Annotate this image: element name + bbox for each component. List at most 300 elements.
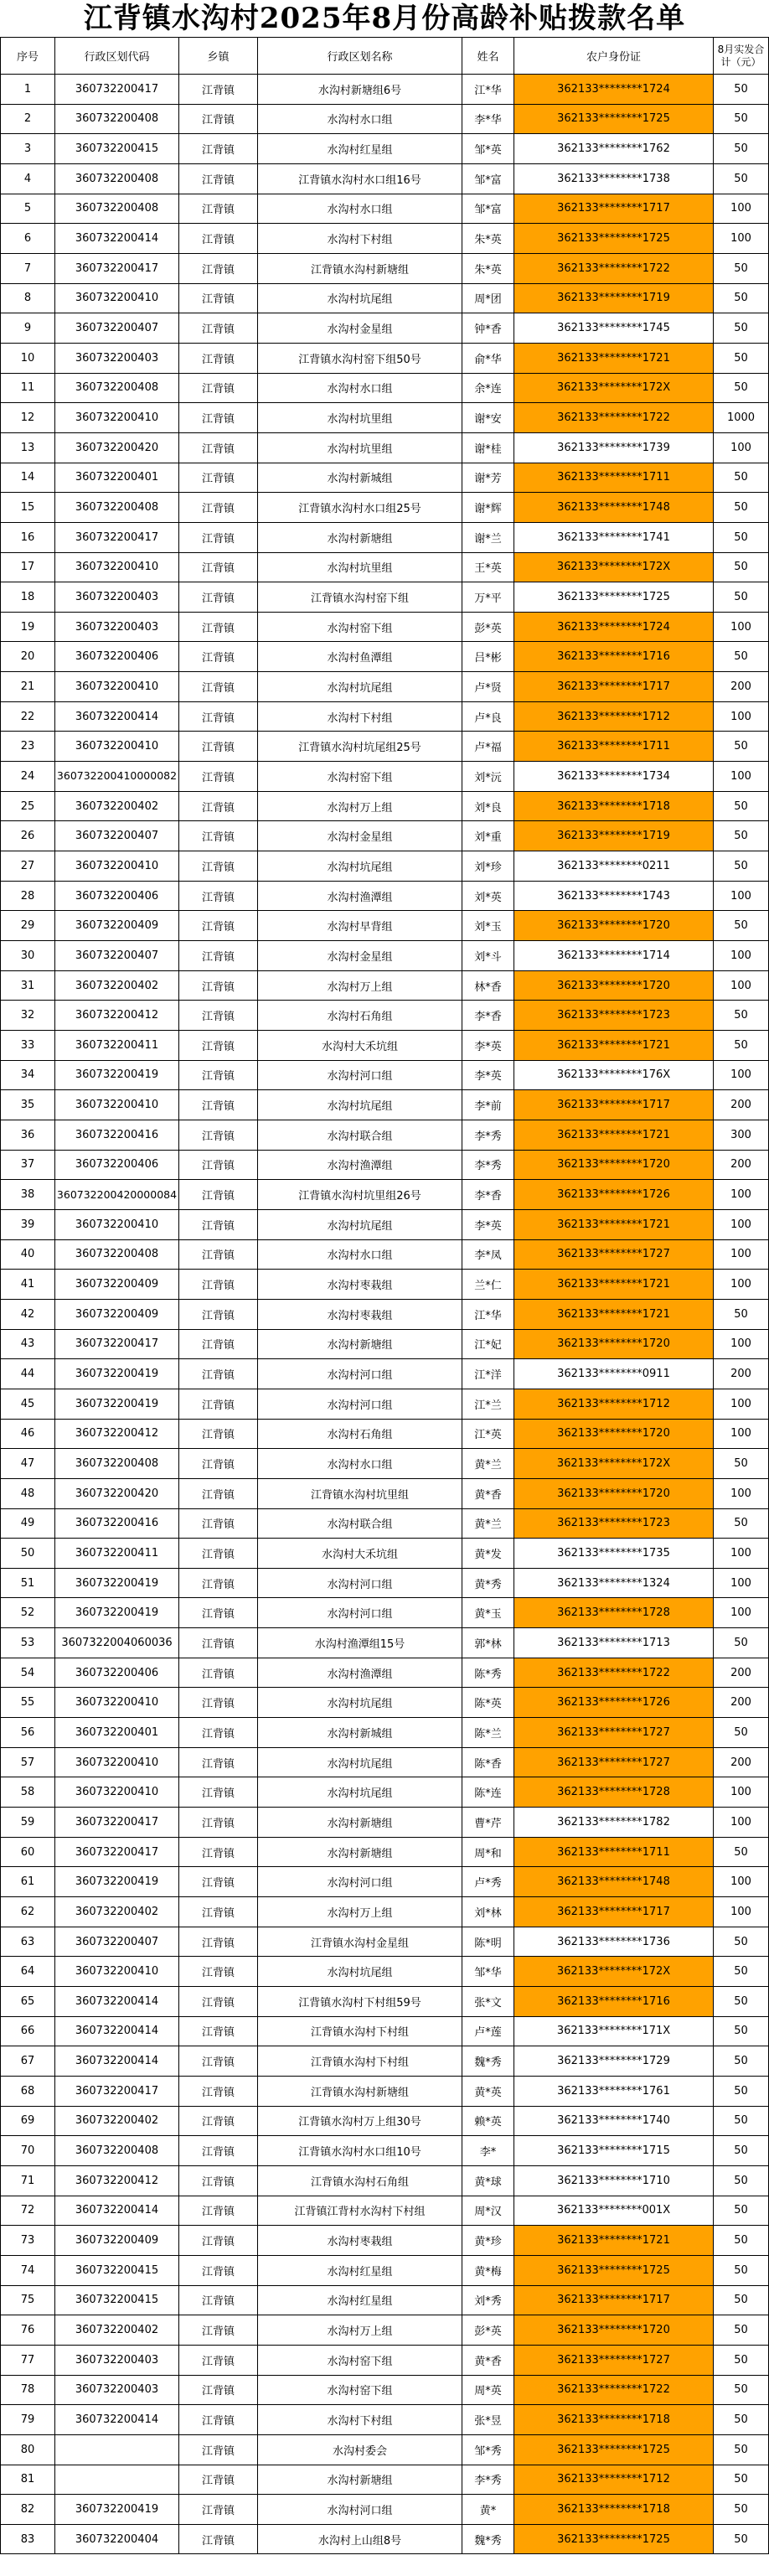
- cell-town: 江背镇: [179, 1359, 258, 1389]
- cell-town: 江背镇: [179, 253, 258, 283]
- cell-id: 362133********1718: [514, 791, 714, 821]
- cell-id: 362133********1710: [514, 2165, 714, 2196]
- table-row: [1, 1299, 769, 1329]
- cell-id: 362133********0211: [514, 851, 714, 882]
- cell-id: 362133********1712: [514, 2465, 714, 2495]
- table-row: [1, 2434, 769, 2465]
- cell-area: 江背镇水沟村金星组: [258, 1927, 462, 1957]
- cell-area: 水沟村渔潭组: [258, 1150, 462, 1180]
- table-row: [1, 2375, 769, 2405]
- cell-area: 水沟村河口组: [258, 1598, 462, 1628]
- cell-name: 黄*香: [462, 2345, 514, 2375]
- cell-amount: 50: [714, 343, 769, 373]
- cell-code: 360732200406: [55, 1658, 179, 1688]
- cell-name: 周*团: [462, 283, 514, 313]
- table-row: [1, 75, 769, 105]
- table-row: [1, 1090, 769, 1120]
- cell-seq: 5: [1, 194, 55, 224]
- cell-amount: 100: [714, 1808, 769, 1838]
- cell-area: 水沟村下村组: [258, 224, 462, 254]
- cell-code: 360732200416: [55, 1120, 179, 1150]
- cell-town: 江背镇: [179, 2524, 258, 2554]
- cell-code: 360732200410: [55, 283, 179, 313]
- cell-amount: 50: [714, 911, 769, 941]
- table-row: [1, 1180, 769, 1210]
- cell-code: 360732200417: [55, 2076, 179, 2106]
- cell-area: 水沟村枣栽组: [258, 1299, 462, 1329]
- table-row: [1, 1508, 769, 1539]
- cell-amount: 50: [714, 2136, 769, 2166]
- cell-seq: 27: [1, 851, 55, 882]
- cell-code: 360732200410000082: [55, 762, 179, 792]
- table-row: [1, 1060, 769, 1090]
- cell-amount: 50: [714, 283, 769, 313]
- cell-id: 362133********1721: [514, 343, 714, 373]
- cell-amount: 50: [714, 1508, 769, 1539]
- cell-amount: 50: [714, 552, 769, 582]
- cell-amount: 200: [714, 1090, 769, 1120]
- table-row: [1, 104, 769, 134]
- cell-code: 360732200419: [55, 2495, 179, 2525]
- cell-name: 陈*英: [462, 1688, 514, 1718]
- cell-code: 360732200417: [55, 1808, 179, 1838]
- cell-amount: 50: [714, 642, 769, 672]
- cell-town: 江背镇: [179, 1598, 258, 1628]
- cell-id: 362133********176X: [514, 1060, 714, 1090]
- header-amount: 8月实发合计（元）: [714, 38, 769, 75]
- cell-code: 360732200402: [55, 970, 179, 1001]
- cell-amount: 200: [714, 672, 769, 702]
- cell-amount: 50: [714, 75, 769, 105]
- cell-seq: 26: [1, 821, 55, 851]
- cell-town: 江背镇: [179, 762, 258, 792]
- table-row: [1, 732, 769, 762]
- cell-code: 360732200415: [55, 134, 179, 164]
- cell-area: 水沟村金星组: [258, 941, 462, 971]
- cell-name: 谢*安: [462, 403, 514, 433]
- cell-seq: 71: [1, 2165, 55, 2196]
- cell-area: 水沟村大禾坑组: [258, 1539, 462, 1569]
- table-row: [1, 1120, 769, 1150]
- cell-area: 水沟村水口组: [258, 104, 462, 134]
- cell-name: 吕*彬: [462, 642, 514, 672]
- cell-area: 江背镇水沟村下村组: [258, 2016, 462, 2046]
- table-row: [1, 493, 769, 523]
- cell-seq: 35: [1, 1090, 55, 1120]
- cell-amount: 100: [714, 1777, 769, 1808]
- cell-name: 刘*良: [462, 791, 514, 821]
- cell-code: 360732200410: [55, 1209, 179, 1239]
- cell-name: 林*香: [462, 970, 514, 1001]
- cell-code: 360732200402: [55, 791, 179, 821]
- cell-name: 谢*兰: [462, 522, 514, 552]
- cell-town: 江背镇: [179, 1658, 258, 1688]
- cell-name: 江*妃: [462, 1329, 514, 1359]
- table-row: [1, 1718, 769, 1748]
- cell-area: 水沟村水口组: [258, 1449, 462, 1479]
- cell-amount: 100: [714, 1239, 769, 1270]
- cell-area: 水沟村窑下组: [258, 2345, 462, 2375]
- cell-town: 江背镇: [179, 2165, 258, 2196]
- table-row: [1, 2315, 769, 2346]
- cell-seq: 43: [1, 1329, 55, 1359]
- cell-id: 362133********1717: [514, 194, 714, 224]
- cell-name: 陈*明: [462, 1927, 514, 1957]
- cell-amount: 50: [714, 134, 769, 164]
- table-row: [1, 2046, 769, 2077]
- table-row: [1, 1658, 769, 1688]
- cell-name: 李*秀: [462, 2465, 514, 2495]
- table-row: [1, 283, 769, 313]
- table-row: [1, 2196, 769, 2226]
- cell-id: 362133********171X: [514, 2016, 714, 2046]
- cell-code: 360732200414: [55, 2046, 179, 2077]
- cell-name: 谢*桂: [462, 432, 514, 463]
- cell-code: 360732200419: [55, 1568, 179, 1598]
- cell-seq: 82: [1, 2495, 55, 2525]
- cell-town: 江背镇: [179, 2136, 258, 2166]
- cell-seq: 12: [1, 403, 55, 433]
- cell-name: 江*华: [462, 75, 514, 105]
- cell-area: 水沟村新塘组: [258, 1808, 462, 1838]
- cell-code: 360732200408: [55, 373, 179, 403]
- cell-code: 360732200410: [55, 1777, 179, 1808]
- cell-id: 362133********172X: [514, 552, 714, 582]
- table-row: [1, 2465, 769, 2495]
- cell-name: 陈*兰: [462, 1718, 514, 1748]
- cell-name: 魏*秀: [462, 2046, 514, 2077]
- cell-seq: 38: [1, 1180, 55, 1210]
- cell-amount: 100: [714, 701, 769, 732]
- cell-town: 江背镇: [179, 403, 258, 433]
- cell-area: 水沟村新塘组: [258, 2465, 462, 2495]
- cell-code: 360732200411: [55, 1539, 179, 1569]
- cell-amount: 100: [714, 1897, 769, 1927]
- cell-code: 360732200419: [55, 1359, 179, 1389]
- table-row: [1, 1270, 769, 1300]
- cell-code: 360732200420000084: [55, 1180, 179, 1210]
- cell-town: 江背镇: [179, 2434, 258, 2465]
- cell-town: 江背镇: [179, 1478, 258, 1508]
- cell-town: 江背镇: [179, 1508, 258, 1539]
- cell-area: 水沟村金星组: [258, 821, 462, 851]
- cell-name: 陈*秀: [462, 1658, 514, 1688]
- cell-id: 362133********1725: [514, 104, 714, 134]
- cell-area: 江背镇水沟村新塘组: [258, 253, 462, 283]
- cell-town: 江背镇: [179, 1777, 258, 1808]
- cell-name: 邹*富: [462, 194, 514, 224]
- cell-town: 江背镇: [179, 2315, 258, 2346]
- cell-id: 362133********1712: [514, 701, 714, 732]
- cell-area: 水沟村河口组: [258, 1568, 462, 1598]
- cell-id: 362133********1721: [514, 1299, 714, 1329]
- cell-name: 李*华: [462, 104, 514, 134]
- cell-area: 水沟村早背组: [258, 911, 462, 941]
- cell-area: 水沟村万上组: [258, 1897, 462, 1927]
- cell-name: 李*英: [462, 1060, 514, 1090]
- cell-town: 江背镇: [179, 1927, 258, 1957]
- cell-town: 江背镇: [179, 1060, 258, 1090]
- cell-name: 曹*芹: [462, 1808, 514, 1838]
- cell-code: 360732200409: [55, 2226, 179, 2256]
- cell-amount: 50: [714, 163, 769, 194]
- cell-seq: 78: [1, 2375, 55, 2405]
- cell-code: 360732200408: [55, 2136, 179, 2166]
- cell-area: 水沟村红星组: [258, 2285, 462, 2315]
- cell-id: 362133********1721: [514, 1120, 714, 1150]
- cell-amount: 50: [714, 493, 769, 523]
- cell-area: 水沟村水口组: [258, 1239, 462, 1270]
- cell-town: 江背镇: [179, 582, 258, 613]
- cell-id: 362133********1721: [514, 1209, 714, 1239]
- cell-town: 江背镇: [179, 1239, 258, 1270]
- cell-area: 江背镇江背村水沟村下村组: [258, 2196, 462, 2226]
- table-row: [1, 1239, 769, 1270]
- cell-code: 360732200407: [55, 1927, 179, 1957]
- cell-code: 360732200415: [55, 2285, 179, 2315]
- cell-amount: 100: [714, 1867, 769, 1897]
- cell-amount: 50: [714, 582, 769, 613]
- cell-town: 江背镇: [179, 1419, 258, 1449]
- cell-id: 362133********1727: [514, 1747, 714, 1777]
- cell-code: 360732200419: [55, 1060, 179, 1090]
- header-town: 乡镇: [179, 38, 258, 75]
- cell-area: 水沟村新塘组: [258, 1837, 462, 1867]
- cell-town: 江背镇: [179, 701, 258, 732]
- cell-town: 江背镇: [179, 2046, 258, 2077]
- cell-code: 360732200410: [55, 403, 179, 433]
- cell-area: 水沟村红星组: [258, 2255, 462, 2285]
- table-row: [1, 2226, 769, 2256]
- cell-name: 黄*发: [462, 1539, 514, 1569]
- cell-seq: 9: [1, 313, 55, 344]
- cell-town: 江背镇: [179, 1209, 258, 1239]
- cell-amount: 50: [714, 1299, 769, 1329]
- cell-code: 360732200410: [55, 552, 179, 582]
- cell-id: 362133********1727: [514, 1239, 714, 1270]
- cell-amount: 200: [714, 1150, 769, 1180]
- cell-seq: 73: [1, 2226, 55, 2256]
- cell-name: 刘*重: [462, 821, 514, 851]
- cell-town: 江背镇: [179, 821, 258, 851]
- cell-name: 张*文: [462, 1987, 514, 2017]
- cell-amount: 50: [714, 851, 769, 882]
- cell-area: 水沟村窑下组: [258, 2375, 462, 2405]
- cell-seq: 40: [1, 1239, 55, 1270]
- cell-seq: 65: [1, 1987, 55, 2017]
- cell-seq: 62: [1, 1897, 55, 1927]
- cell-id: 362133********1725: [514, 582, 714, 613]
- cell-id: 362133********1727: [514, 1718, 714, 1748]
- cell-name: 李*香: [462, 1180, 514, 1210]
- cell-code: 360732200419: [55, 1598, 179, 1628]
- cell-seq: 20: [1, 642, 55, 672]
- cell-id: 362133********1743: [514, 881, 714, 911]
- table-row: [1, 612, 769, 642]
- cell-town: 江背镇: [179, 1688, 258, 1718]
- cell-town: 江背镇: [179, 1449, 258, 1479]
- cell-id: 362133********1719: [514, 283, 714, 313]
- table-row: [1, 194, 769, 224]
- cell-name: 朱*英: [462, 224, 514, 254]
- cell-seq: 24: [1, 762, 55, 792]
- cell-area: 水沟村联合组: [258, 1120, 462, 1150]
- table-row: [1, 582, 769, 613]
- table-row: [1, 1867, 769, 1897]
- cell-town: 江背镇: [179, 2345, 258, 2375]
- cell-seq: 10: [1, 343, 55, 373]
- cell-area: 水沟村枣栽组: [258, 1270, 462, 1300]
- cell-amount: 50: [714, 2196, 769, 2226]
- cell-code: 360732200410: [55, 1957, 179, 1987]
- cell-code: 360732200420: [55, 432, 179, 463]
- cell-name: 江*英: [462, 1419, 514, 1449]
- cell-seq: 7: [1, 253, 55, 283]
- cell-id: 362133********1725: [514, 2434, 714, 2465]
- cell-seq: 34: [1, 1060, 55, 1090]
- cell-seq: 21: [1, 672, 55, 702]
- cell-town: 江背镇: [179, 2255, 258, 2285]
- cell-code: 360732200409: [55, 1299, 179, 1329]
- table-row: [1, 224, 769, 254]
- cell-amount: 300: [714, 1120, 769, 1150]
- cell-code: 360732200414: [55, 1987, 179, 2017]
- cell-amount: 50: [714, 2434, 769, 2465]
- cell-name: 兰*仁: [462, 1270, 514, 1300]
- cell-area: 江背镇水沟村新塘组: [258, 2076, 462, 2106]
- cell-name: 钟*香: [462, 313, 514, 344]
- header-area: 行政区划名称: [258, 38, 462, 75]
- cell-town: 江背镇: [179, 104, 258, 134]
- cell-id: 362133********1717: [514, 672, 714, 702]
- cell-seq: 60: [1, 1837, 55, 1867]
- cell-name: 朱*英: [462, 253, 514, 283]
- cell-seq: 46: [1, 1419, 55, 1449]
- cell-seq: 15: [1, 493, 55, 523]
- cell-name: 陈*连: [462, 1777, 514, 1808]
- cell-seq: 58: [1, 1777, 55, 1808]
- cell-name: 黄*香: [462, 1478, 514, 1508]
- cell-town: 江背镇: [179, 1539, 258, 1569]
- cell-seq: 64: [1, 1957, 55, 1987]
- cell-town: 江背镇: [179, 1808, 258, 1838]
- cell-area: 水沟村新塘组6号: [258, 75, 462, 105]
- cell-code: 360732200414: [55, 701, 179, 732]
- cell-amount: 50: [714, 1987, 769, 2017]
- cell-code: 360732200420: [55, 1478, 179, 1508]
- cell-amount: 100: [714, 1478, 769, 1508]
- table-row: [1, 552, 769, 582]
- table-row: [1, 851, 769, 882]
- cell-code: 360732200412: [55, 1001, 179, 1031]
- cell-id: 362133********1724: [514, 75, 714, 105]
- cell-seq: 44: [1, 1359, 55, 1389]
- cell-area: 水沟村坑里组: [258, 403, 462, 433]
- cell-area: 水沟村上山组8号: [258, 2524, 462, 2554]
- cell-town: 江背镇: [179, 552, 258, 582]
- cell-seq: 31: [1, 970, 55, 1001]
- cell-name: 卢*良: [462, 701, 514, 732]
- cell-name: 卢*秀: [462, 1867, 514, 1897]
- cell-amount: 50: [714, 2226, 769, 2256]
- cell-code: 360732200416: [55, 1508, 179, 1539]
- cell-code: 360732200403: [55, 582, 179, 613]
- cell-id: 362133********1741: [514, 522, 714, 552]
- cell-area: 水沟村大禾坑组: [258, 1031, 462, 1061]
- table-row: [1, 1001, 769, 1031]
- cell-town: 江背镇: [179, 911, 258, 941]
- cell-seq: 68: [1, 2076, 55, 2106]
- cell-amount: 100: [714, 881, 769, 911]
- cell-town: 江背镇: [179, 1897, 258, 1927]
- table-row: [1, 1329, 769, 1359]
- cell-amount: 50: [714, 1031, 769, 1061]
- table-row: [1, 1987, 769, 2017]
- cell-name: 余*连: [462, 373, 514, 403]
- table-row: [1, 2076, 769, 2106]
- cell-amount: 50: [714, 2405, 769, 2435]
- cell-code: 360732200411: [55, 1031, 179, 1061]
- cell-town: 江背镇: [179, 2076, 258, 2106]
- cell-amount: 50: [714, 2345, 769, 2375]
- cell-id: 362133********1745: [514, 313, 714, 344]
- table-row: [1, 1419, 769, 1449]
- table-row: [1, 941, 769, 971]
- cell-town: 江背镇: [179, 732, 258, 762]
- cell-name: 刘*英: [462, 881, 514, 911]
- cell-id: 362133********1739: [514, 432, 714, 463]
- cell-area: 水沟村万上组: [258, 791, 462, 821]
- cell-code: 360732200410: [55, 1090, 179, 1120]
- cell-seq: 32: [1, 1001, 55, 1031]
- cell-name: 黄*珍: [462, 2226, 514, 2256]
- cell-id: 362133********001X: [514, 2196, 714, 2226]
- cell-id: 362133********1713: [514, 1628, 714, 1658]
- cell-town: 江背镇: [179, 224, 258, 254]
- cell-id: 362133********1720: [514, 1150, 714, 1180]
- cell-seq: 61: [1, 1867, 55, 1897]
- cell-town: 江背镇: [179, 970, 258, 1001]
- header-seq: 序号: [1, 38, 55, 75]
- cell-code: 360732200412: [55, 2165, 179, 2196]
- cell-name: 刘*沅: [462, 762, 514, 792]
- cell-id: 362133********1723: [514, 1508, 714, 1539]
- cell-code: 360732200408: [55, 194, 179, 224]
- cell-town: 江背镇: [179, 194, 258, 224]
- cell-name: 李*秀: [462, 1150, 514, 1180]
- cell-id: 362133********1711: [514, 463, 714, 493]
- table-row: [1, 1389, 769, 1419]
- cell-seq: 53: [1, 1628, 55, 1658]
- cell-id: 362133********1734: [514, 762, 714, 792]
- cell-area: 水沟村坑尾组: [258, 1957, 462, 1987]
- cell-town: 江背镇: [179, 75, 258, 105]
- cell-name: 邹*富: [462, 163, 514, 194]
- cell-name: 黄*: [462, 2495, 514, 2525]
- cell-code: 360732200407: [55, 313, 179, 344]
- cell-town: 江背镇: [179, 1001, 258, 1031]
- cell-area: 水沟村金星组: [258, 313, 462, 344]
- cell-id: 362133********1721: [514, 1270, 714, 1300]
- cell-code: 360732200410: [55, 1688, 179, 1718]
- table-row: [1, 1777, 769, 1808]
- cell-area: 水沟村窑下组: [258, 612, 462, 642]
- cell-seq: 77: [1, 2345, 55, 2375]
- cell-name: 彭*英: [462, 612, 514, 642]
- cell-seq: 33: [1, 1031, 55, 1061]
- cell-town: 江背镇: [179, 1837, 258, 1867]
- cell-code: 360732200417: [55, 522, 179, 552]
